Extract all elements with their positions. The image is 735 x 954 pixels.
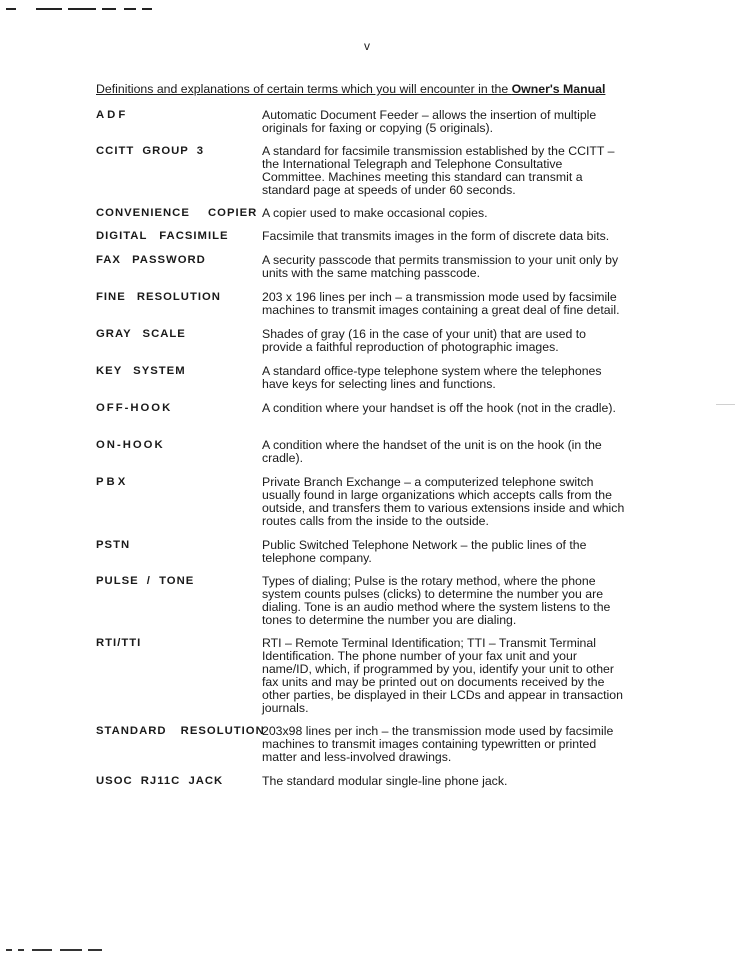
- glossary-definition: A standard office-type telephone system where the telephones have keys for selecting lines and functions.: [262, 364, 602, 391]
- glossary-definition: RTI – Remote Terminal Identification; TTI – Transmit Terminal Identification. The phone number of your fax unit and your name/ID, which, if programmed by you, identify your unit to other fax units and may be printed out on documents received by the other parties, be displayed in their LCDs and appear in transaction journals.: [262, 636, 623, 715]
- glossary-entry: [96, 439, 626, 476]
- glossary-entry: [96, 207, 626, 230]
- glossary-definition: Automatic Document Feeder – allows the insertion of multiple originals for faxing or copying (5 originals).: [262, 108, 597, 135]
- glossary-entry: [96, 402, 626, 439]
- glossary-entry: [96, 291, 626, 328]
- glossary-definition: Facsimile that transmits images in the form of discrete data bits.: [262, 229, 610, 243]
- glossary-definition: 203 x 196 lines per inch – a transmission mode used by facsimile machines to transmit images containing a great deal of fine detail.: [262, 290, 620, 317]
- glossary-term: ADF: [96, 109, 129, 121]
- glossary-term: PSTN: [96, 539, 131, 551]
- glossary-term: ON-HOOK: [96, 439, 165, 451]
- glossary-definition: Shades of gray (16 in the case of your unit) that are used to provide a faithful reproduction of photographic images.: [262, 327, 587, 354]
- glossary-definition: A condition where the handset of the unit is on the hook (in the cradle).: [262, 438, 602, 465]
- glossary-entry: [96, 328, 626, 365]
- page-heading: [96, 82, 626, 97]
- glossary-entry: [96, 725, 626, 775]
- glossary-definition: A security passcode that permits transmission to your unit only by units with the same matching passcode.: [262, 253, 619, 280]
- glossary-term: RTI/TTI: [96, 637, 142, 649]
- glossary-term: GRAY SCALE: [96, 328, 186, 340]
- glossary-term: OFF-HOOK: [96, 402, 173, 414]
- glossary-entry: [96, 637, 626, 725]
- glossary-definition: Private Branch Exchange – a computerized telephone switch usually found in large organizations which accepts calls from the outside, and transfers them to various extensions inside and which routes calls from the inside to the outside.: [262, 475, 625, 528]
- glossary-term: CONVENIENCE COPIER: [96, 207, 258, 219]
- glossary-list: [96, 109, 626, 799]
- glossary-term: KEY SYSTEM: [96, 365, 186, 377]
- glossary-entry: [96, 109, 626, 145]
- heading-text: Definitions and explanations of certain terms which you will encounter in the: [96, 82, 512, 96]
- glossary-entry: [96, 775, 626, 799]
- glossary-term: USOC RJ11C JACK: [96, 775, 224, 787]
- glossary-entry: [96, 476, 626, 539]
- glossary-definition: A condition where your handset is off the hook (not in the cradle).: [262, 401, 616, 415]
- glossary-definition: Types of dialing; Pulse is the rotary method, where the phone system counts pulses (clicks) to determine the number you are dialing. Tone is an audio method where the system listens to the tones to determine the number you are dialing.: [262, 574, 611, 627]
- glossary-definition: Public Switched Telephone Network – the public lines of the telephone company.: [262, 538, 587, 565]
- glossary-definition: A copier used to make occasional copies.: [262, 206, 488, 220]
- glossary-definition: The standard modular single-line phone jack.: [262, 774, 508, 788]
- glossary-term: CCITT GROUP 3: [96, 145, 205, 157]
- glossary-term: STANDARD RESOLUTION: [96, 725, 265, 737]
- glossary-entry: [96, 254, 626, 291]
- glossary-entry: [96, 145, 626, 207]
- glossary-definition: 203x98 lines per inch – the transmission mode used by facsimile machines to transmit images containing typewritten or printed matter and less-involved drawings.: [262, 724, 614, 764]
- glossary-term: FINE RESOLUTION: [96, 291, 221, 303]
- glossary-term: PBX: [96, 476, 129, 488]
- glossary-definition: A standard for facsimile transmission established by the CCITT – the International Telegraph and Telephone Consultative Committee. Machines meeting this standard can transmit a standard page at speeds of under 60 seconds.: [262, 144, 615, 197]
- glossary-entry: [96, 539, 626, 575]
- glossary-term: DIGITAL FACSIMILE: [96, 230, 229, 242]
- scan-artifact-bottom: [6, 948, 116, 952]
- margin-mark: [716, 404, 735, 405]
- glossary-term: PULSE / TONE: [96, 575, 195, 587]
- glossary-entry: [96, 365, 626, 402]
- page-number: v: [364, 39, 371, 53]
- scan-artifact-top: [6, 6, 156, 12]
- glossary-entry: [96, 575, 626, 637]
- glossary-entry: [96, 230, 626, 254]
- glossary-term: FAX PASSWORD: [96, 254, 206, 266]
- manual-title: Owner's Manual: [511, 82, 606, 96]
